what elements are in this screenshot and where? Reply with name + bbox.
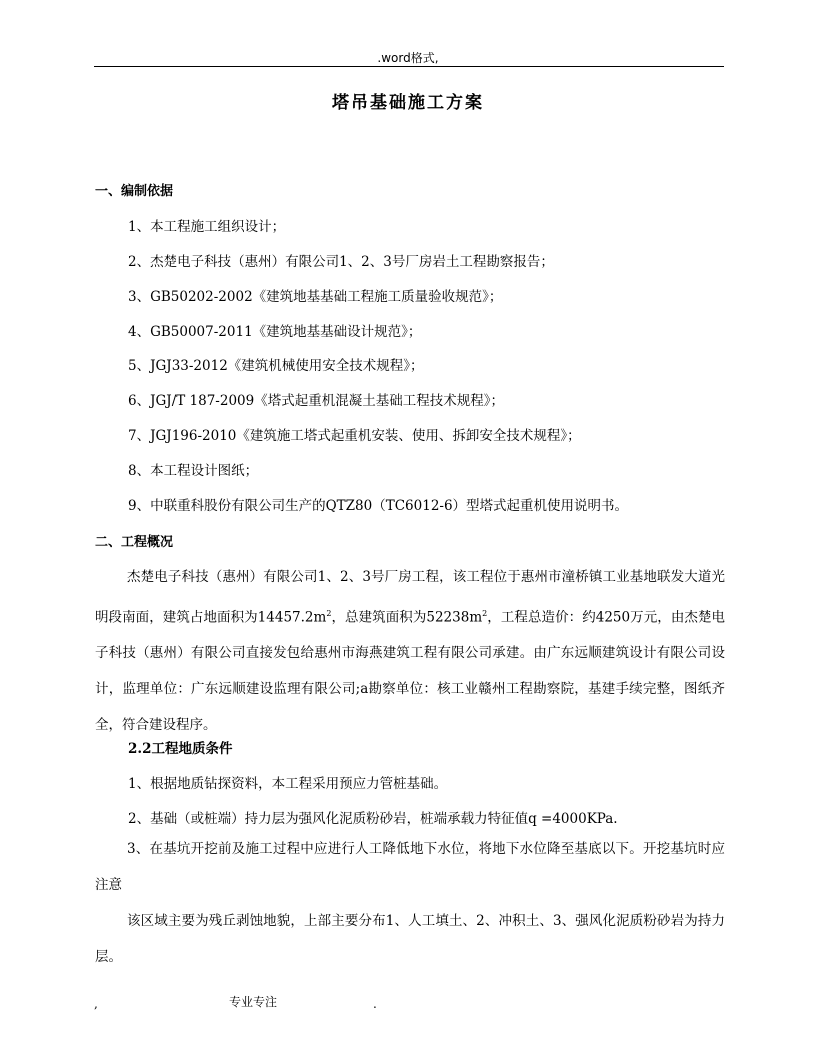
basis-item-5: 5、JGJ33-2012《建筑机械使用安全技术规程》；	[128, 358, 424, 374]
footer-text: 专业专注	[229, 995, 278, 1009]
header-rule	[94, 66, 724, 67]
geology-item-3: 3、在基坑开挖前及施工过程中应进行人工降低地下水位，将地下水位降至基底以下。开挖基坑时应注意	[95, 841, 725, 893]
overview-text-a: 杰楚电子科技（惠州）有限公司1、2、3号厂房工程，该工程位于惠州市潼桥镇工业基地联发大道光明段南面，建筑占地面积为14457.2m	[95, 569, 725, 626]
geology-paragraph: 该区域主要为残丘剥蚀地貌，上部主要分布1、人工填土、2、冲积土、3、强风化泥质粉砂岩为持力层。	[95, 913, 725, 965]
geology-item-1: 1、根据地质钻探资料，本工程采用预应力管桩基础。	[128, 776, 448, 792]
basis-item-7: 7、JGJ196-2010《建筑施工塔式起重机安装、使用、拆卸安全技术规程》；	[128, 428, 581, 444]
basis-item-2: 2、杰楚电子科技（惠州）有限公司1、2、3号厂房岩土工程勘察报告；	[128, 254, 554, 270]
document-title: 塔吊基础施工方案	[332, 93, 484, 113]
overview-sup-2: 2	[482, 608, 488, 618]
geology-item-2: 2、基础（或桩端）持力层为强风化泥质粉砂岩，桩端承载力特征值q =4000KPa.	[128, 811, 618, 827]
basis-item-4: 4、GB50007-2011《建筑地基基础设计规范》；	[128, 324, 422, 340]
overview-paragraph	[95, 560, 725, 743]
section-heading-basis: 一、编制依据	[95, 184, 174, 199]
basis-item-6: 6、JGJ/T 187-2009《塔式起重机混凝土基础工程技术规程》；	[128, 393, 504, 409]
basis-item-1: 1、本工程施工组织设计；	[128, 219, 286, 235]
footer-left-mark: ,	[94, 997, 98, 1011]
basis-item-3: 3、GB50202-2002《建筑地基基础工程施工质量验收规范》；	[128, 289, 503, 305]
section-heading-overview: 二、工程概况	[95, 535, 174, 550]
overview-text-c: ，工程总造价：约4250万元，由杰楚电子科技（惠州）有限公司直接发包给惠州市海燕建筑工程有限公司承建。由广东远顺建筑设计有限公司设计，监理单位：广东远顺建设监理有限公司;a勘察单位：核工业赣州工程勘察院，基建手续完整，图纸齐全，符合建设程序。	[95, 609, 726, 733]
overview-text-b: ，总建筑面积为52238m	[331, 609, 483, 626]
footer-dot-mark: .	[373, 997, 377, 1011]
overview-sup-1: 2	[326, 608, 332, 618]
header-text: .word格式,	[377, 51, 439, 65]
geology-subheading: 2.2工程地质条件	[128, 741, 233, 757]
basis-item-8: 8、本工程设计图纸；	[128, 463, 259, 479]
basis-item-9: 9、中联重科股份有限公司生产的QTZ80（TC6012-6）型塔式起重机使用说明书。	[128, 498, 629, 514]
